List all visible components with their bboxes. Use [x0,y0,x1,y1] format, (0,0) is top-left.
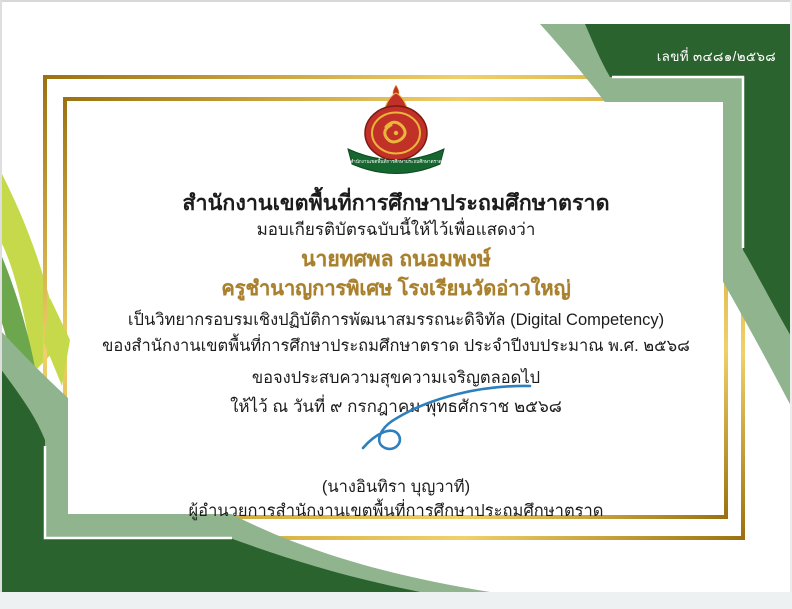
issuer-title: สำนักงานเขตพื้นที่การศึกษาประถมศึกษาตราด [182,191,610,215]
achievement-line-2: ของสำนักงานเขตพื้นที่การศึกษาประถมศึกษาตราด ประจำปีงบประมาณ พ.ศ. ๒๕๖๘ [102,337,690,355]
recipient-name: นายทศพล ถนอมพงษ์ [301,248,491,271]
signer-title: ผู้อำนวยการสำนักงานเขตพื้นที่การศึกษาประถมศึกษาตราด [188,502,604,520]
achievement-line-1: เป็นวิทยากรอบรมเชิงปฏิบัติการพัฒนาสมรรถนะดิจิทัล (Digital Competency) [127,311,665,329]
emblem-gold-dot [394,131,398,135]
date-line: ให้ไว้ ณ วันที่ ๙ กรกฎาคม พุทธศักราช ๒๕๖๘ [230,397,562,416]
emblem-ribbon-text: สำนักงานเขตพื้นที่การศึกษาประถมศึกษาตราด [350,159,442,164]
signature-icon [335,372,545,464]
signer-name: (นางอินทิรา บุญวาที) [321,478,471,496]
obec-emblem-logo [334,85,458,181]
blessing-line: ขอจงประสบความสุขความเจริญตลอดไป [251,369,541,387]
presents-line: มอบเกียรติบัตรฉบับนี้ให้ไว้เพื่อแสดงว่า [256,220,536,239]
recipient-position: ครูชำนาญการพิเศษ โรงเรียนวัดอ่าวใหญ่ [221,278,571,300]
certificate-number: เลขที่ ๓๔๘๑/๒๕๖๘ [656,49,776,64]
page-edge-left [0,0,2,592]
page-bottom-strip [0,592,792,609]
page-edge-top [0,0,792,2]
